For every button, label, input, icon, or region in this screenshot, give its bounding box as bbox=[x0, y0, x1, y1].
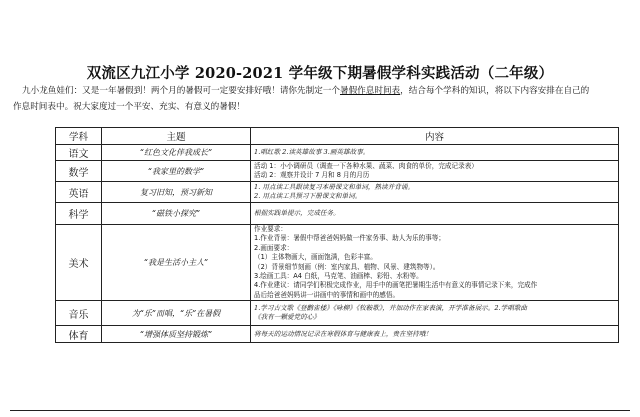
table-row bbox=[56, 225, 619, 301]
content-line: 品后给爸爸妈妈讲一讲画中的事情和画中的感悟。 bbox=[254, 290, 400, 299]
intro-paragraph bbox=[13, 83, 626, 115]
subject-cell: 科学 bbox=[56, 203, 102, 225]
content-cell bbox=[251, 182, 619, 203]
intro-line1-start: 九小龙鱼娃们：又是一年暑假到！两个月的暑假可一定要安排好哦！请你先制定一个 bbox=[22, 86, 340, 96]
content-line: 2. 用点读工具预习下册课文和单词。 bbox=[254, 192, 362, 200]
subject-cell: 语文 bbox=[56, 145, 102, 161]
content-line: 1.作业背景：暑假中帮爸爸妈妈做一件家务事、助人为乐的事等； bbox=[254, 234, 445, 243]
table-row bbox=[56, 203, 619, 225]
content-line: 3.绘画工具：A4 白纸，马克笔、油画棒、彩铅、水粉等。 bbox=[254, 272, 423, 281]
content-line: 2.画面要求： bbox=[254, 243, 294, 252]
activity-table bbox=[55, 127, 619, 343]
table-row bbox=[56, 145, 619, 161]
content-cell bbox=[251, 225, 619, 301]
content-line: 4.作业建议：请同学们积极完成作业，用手中的画笔把暑期生活中有意义的事情记录下来，完成作 bbox=[254, 281, 538, 290]
intro-schedule-underlined: 暑假作息时间表 bbox=[339, 86, 401, 96]
content-line: 1. 用点读工具跟读复习本册课文和单词，熟读并背诵。 bbox=[254, 182, 415, 191]
subject-cell: 音乐 bbox=[56, 301, 102, 326]
content-line: 1.唱红歌 2.读英雄故事 3.画英雄故事。 bbox=[254, 147, 370, 156]
content-cell bbox=[251, 161, 619, 182]
table-row bbox=[56, 326, 619, 343]
content-line: 活动 2：观察并设计 7 月和 8 月的月历 bbox=[254, 171, 370, 179]
header-content: 内容 bbox=[251, 128, 619, 145]
table-header-row bbox=[56, 128, 619, 145]
content-line: 将每天的运动情况记录在寒假体育与健康表上，贵在坚持哦！ bbox=[254, 329, 433, 338]
content-cell bbox=[251, 145, 619, 161]
subject-cell: 数学 bbox=[56, 161, 102, 182]
content-cell bbox=[251, 326, 619, 343]
topic-cell: 复习旧知，预习新知 bbox=[102, 182, 251, 203]
table-row bbox=[56, 161, 619, 182]
content-cell bbox=[251, 301, 619, 326]
intro-line2: 作息时间表中。祝大家度过一个平安、充实、有意义的暑假！ bbox=[13, 102, 246, 112]
subject-cell: 英语 bbox=[56, 182, 102, 203]
content-line: 作业要求： bbox=[254, 225, 287, 233]
content-line: 活动 1：小小调研员（调查一下各种水果、蔬菜、肉食的单价，完成记录表） bbox=[254, 161, 478, 170]
intro-line1-end: ，结合每个学科的知识，将以下内容安排在自己的 bbox=[400, 86, 590, 96]
header-topic: 主题 bbox=[102, 128, 251, 145]
content-line: （2）背景细节刻画（例：室内家具、植物、风景、建筑物等）。 bbox=[254, 262, 440, 271]
content-line: 根据实践单提示，完成任务。 bbox=[254, 208, 340, 217]
table-row bbox=[56, 182, 619, 203]
subject-cell: 美术 bbox=[56, 225, 102, 301]
topic-cell: “红色文化伴我成长” bbox=[102, 145, 251, 161]
topic-cell: “我家里的数学” bbox=[102, 161, 251, 182]
topic-cell: “增强体质坚持锻炼” bbox=[102, 326, 251, 343]
content-cell bbox=[251, 203, 619, 225]
header-subject: 学科 bbox=[56, 128, 102, 145]
content-line: （1）主体物画大，画面饱满，色彩丰富。 bbox=[254, 253, 377, 262]
content-line: 1.学习古文歌《登鹳雀楼》《咏柳》《牧鞍歌》，并加动作在家表演，开学准备展示。2.学唱歌曲 bbox=[254, 303, 528, 312]
content-line: 《我有一颗爱党的心》 bbox=[254, 313, 320, 322]
page-bottom-line bbox=[10, 410, 630, 411]
topic-cell: “磁铁小探究” bbox=[102, 203, 251, 225]
table-row bbox=[56, 301, 619, 326]
topic-cell: 为“乐”而唱，“乐”在暑假 bbox=[102, 301, 251, 326]
subject-cell: 体育 bbox=[56, 326, 102, 343]
document-title: 双流区九江小学 2020-2021 学年级下期暑假学科实践活动（二年级） bbox=[86, 65, 554, 82]
topic-cell: “我是生活小主人” bbox=[102, 225, 251, 301]
